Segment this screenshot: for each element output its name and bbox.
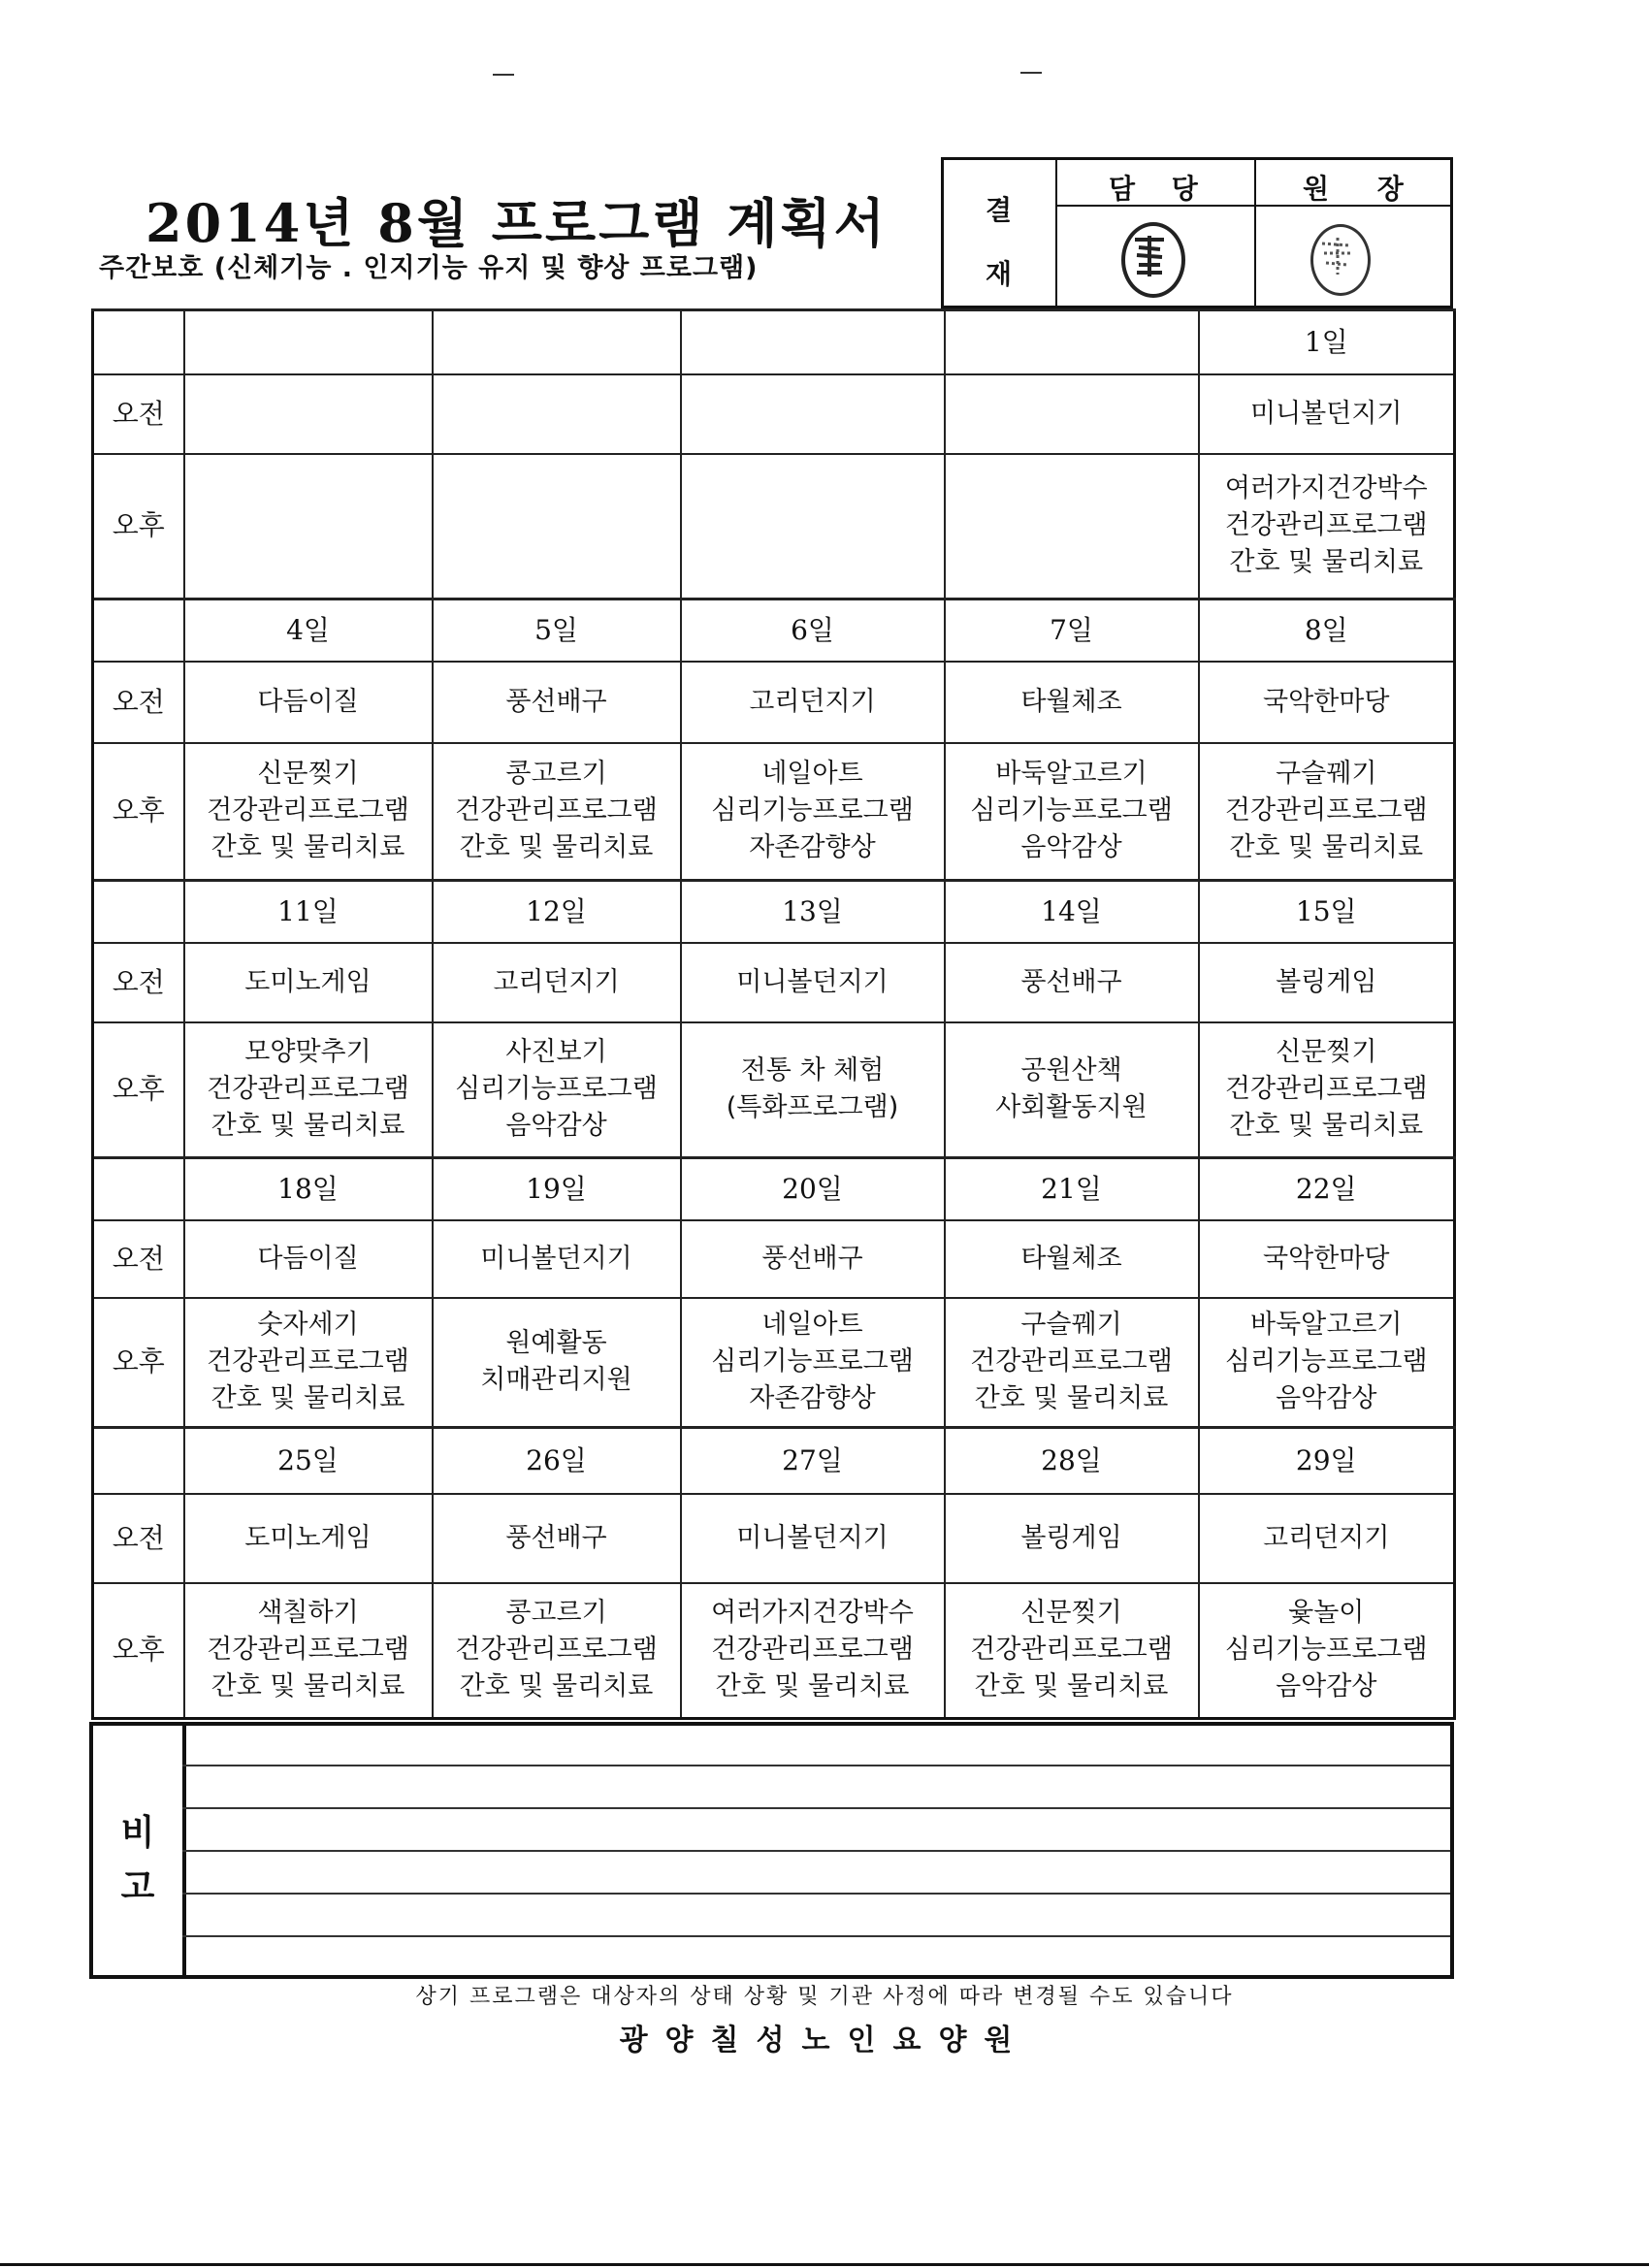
scan-mark (1020, 72, 1042, 74)
date-cell: 29일 (1199, 1428, 1455, 1494)
am-program-cell: 타월체조 (945, 662, 1199, 743)
approval-manager-header: 담 당 (1109, 173, 1212, 205)
pm-row-label: 오후 (93, 743, 184, 881)
date-cell (184, 310, 433, 374)
am-row-label: 오전 (93, 374, 184, 454)
pm-program-cell (1199, 1022, 1455, 1158)
date-cell: 12일 (433, 881, 681, 943)
date-cell: 26일 (433, 1428, 681, 1494)
date-cell (945, 310, 1199, 374)
pm-program-line: 바둑알고르기 (1250, 1310, 1403, 1341)
pm-program-cell (184, 1583, 433, 1719)
pm-program-cell (433, 1298, 681, 1428)
pm-row (93, 1022, 1455, 1158)
pm-program-line: 간호 및 물리치료 (459, 832, 654, 863)
pm-program-line: 건강관리프로그램 (970, 1635, 1173, 1666)
pm-program-line: 건강관리프로그램 (970, 1346, 1173, 1377)
am-program-cell: 다듬이질 (184, 662, 433, 743)
document-subtitle: 주간보호 (신체기능 . 인지기능 유지 및 향상 프로그램) (99, 253, 759, 283)
pm-program-line: 신문찢기 (1020, 1598, 1122, 1629)
pm-program-line: 건강관리프로그램 (1224, 510, 1428, 541)
pm-program-cell (1199, 1298, 1455, 1428)
pm-program-line: 구슬꿰기 (1276, 759, 1377, 790)
pm-program-cell (681, 1583, 945, 1719)
date-cell: 27일 (681, 1428, 945, 1494)
pm-program-line: (특화프로그램) (726, 1092, 899, 1123)
remarks-line (182, 1935, 1450, 1937)
am-program-cell: 풍선배구 (945, 943, 1199, 1022)
date-cell: 1일 (1199, 310, 1455, 374)
pm-program-cell (433, 743, 681, 881)
scan-mark (493, 74, 514, 76)
pm-program-cell (681, 1298, 945, 1428)
pm-program-cell (681, 1022, 945, 1158)
date-cell (681, 310, 945, 374)
pm-program-line: 건강관리프로그램 (1224, 1074, 1428, 1105)
pm-program-cell (1199, 454, 1455, 599)
pm-program-line: 치매관리지원 (480, 1365, 632, 1396)
scan-edge (0, 2263, 1649, 2266)
row-label-blank (93, 1158, 184, 1220)
pm-program-line: 여러가지건강박수 (1224, 473, 1428, 504)
pm-program-line: 간호 및 물리치료 (974, 1383, 1169, 1414)
approval-label-1: 결 (986, 194, 1013, 226)
date-cell: 22일 (1199, 1158, 1455, 1220)
approval-director-header: 원 장 (1303, 173, 1423, 205)
am-program-cell: 미니볼던지기 (681, 1494, 945, 1583)
date-cell: 5일 (433, 599, 681, 662)
pm-program-cell (1199, 743, 1455, 881)
am-program-cell: 도미노게임 (184, 943, 433, 1022)
pm-program-line: 구슬꿰기 (1020, 1310, 1122, 1341)
date-cell: 15일 (1199, 881, 1455, 943)
pm-program-line: 건강관리프로그램 (455, 795, 658, 826)
am-program-cell: 볼링게임 (1199, 943, 1455, 1022)
date-row (93, 1158, 1455, 1220)
date-cell: 7일 (945, 599, 1199, 662)
document-title: 2014년 8월 프로그램 계획서 (146, 192, 888, 254)
pm-program-cell (1199, 1583, 1455, 1719)
am-program-cell: 국악한마당 (1199, 1220, 1455, 1298)
remarks-line (182, 1807, 1450, 1809)
row-label-blank (93, 1428, 184, 1494)
am-program-cell: 풍선배구 (433, 662, 681, 743)
am-program-cell: 고리던지기 (1199, 1494, 1455, 1583)
pm-program-line: 콩고르기 (505, 759, 607, 790)
approval-box (941, 157, 1453, 308)
am-program-cell: 고리던지기 (681, 662, 945, 743)
pm-row (93, 743, 1455, 881)
date-cell: 20일 (681, 1158, 945, 1220)
pm-program-cell (945, 1583, 1199, 1719)
pm-program-line: 심리기능프로그램 (1224, 1635, 1428, 1666)
am-program-cell (945, 374, 1199, 454)
pm-row-label: 오후 (93, 1022, 184, 1158)
am-row (93, 1494, 1455, 1583)
pm-program-line: 사회활동지원 (995, 1092, 1148, 1123)
pm-program-line: 바둑알고르기 (995, 759, 1148, 790)
am-row-label: 오전 (93, 1220, 184, 1298)
remarks-line (182, 1850, 1450, 1852)
date-cell: 14일 (945, 881, 1199, 943)
am-program-cell: 풍선배구 (433, 1494, 681, 1583)
pm-program-line: 원예활동 (505, 1328, 607, 1359)
row-label-blank (93, 599, 184, 662)
am-program-cell: 볼링게임 (945, 1494, 1199, 1583)
pm-row-label: 오후 (93, 1583, 184, 1719)
pm-program-line: 간호 및 물리치료 (459, 1671, 654, 1702)
row-label-blank (93, 881, 184, 943)
pm-program-line: 모양맞추기 (244, 1037, 372, 1068)
date-cell: 19일 (433, 1158, 681, 1220)
schedule-table (91, 308, 1456, 1720)
remarks-label-1: 비 (120, 1813, 155, 1853)
pm-program-line: 건강관리프로그램 (207, 1074, 409, 1105)
pm-program-line: 색칠하기 (257, 1598, 359, 1629)
pm-program-line: 간호 및 물리치료 (1229, 547, 1424, 578)
director-seal-stamp (1310, 224, 1371, 296)
pm-program-line: 네일아트 (761, 1310, 863, 1341)
pm-program-line: 공원산책 (1020, 1055, 1122, 1086)
date-row (93, 881, 1455, 943)
pm-program-cell (945, 743, 1199, 881)
pm-program-line: 건강관리프로그램 (1224, 795, 1428, 826)
pm-program-line: 신문찢기 (1276, 1037, 1377, 1068)
date-cell: 6일 (681, 599, 945, 662)
pm-program-line: 건강관리프로그램 (207, 795, 409, 826)
am-program-cell (184, 374, 433, 454)
pm-program-line: 건강관리프로그램 (207, 1346, 409, 1377)
pm-row-label: 오후 (93, 1298, 184, 1428)
pm-program-cell (945, 1298, 1199, 1428)
pm-program-line: 자존감향상 (749, 832, 876, 863)
remarks-line (182, 1893, 1450, 1895)
pm-program-line: 숫자세기 (257, 1310, 359, 1341)
pm-program-line: 간호 및 물리치료 (210, 832, 405, 863)
am-program-cell: 국악한마당 (1199, 662, 1455, 743)
pm-program-line: 간호 및 물리치료 (1229, 1111, 1424, 1142)
pm-program-line: 건강관리프로그램 (455, 1635, 658, 1666)
am-program-cell: 풍선배구 (681, 1220, 945, 1298)
pm-row (93, 1583, 1455, 1719)
pm-program-line: 사진보기 (505, 1037, 607, 1068)
pm-program-cell (945, 1022, 1199, 1158)
pm-program-line: 간호 및 물리치료 (1229, 832, 1424, 863)
date-cell: 4일 (184, 599, 433, 662)
pm-program-cell (184, 454, 433, 599)
date-cell: 18일 (184, 1158, 433, 1220)
am-row (93, 374, 1455, 454)
pm-program-line: 콩고르기 (505, 1598, 607, 1629)
change-notice: 상기 프로그램은 대상자의 상태 상황 및 기관 사정에 따라 변경될 수도 있습니다 (415, 1985, 1234, 2009)
am-program-cell: 도미노게임 (184, 1494, 433, 1583)
pm-program-line: 음악감상 (1276, 1671, 1377, 1702)
pm-program-cell (681, 743, 945, 881)
pm-program-cell (184, 1298, 433, 1428)
am-row (93, 662, 1455, 743)
date-row (93, 599, 1455, 662)
remarks-label-2: 고 (120, 1867, 155, 1907)
pm-program-line: 신문찢기 (257, 759, 359, 790)
pm-program-line: 음악감상 (1020, 832, 1122, 863)
date-cell: 21일 (945, 1158, 1199, 1220)
am-program-cell: 타월체조 (945, 1220, 1199, 1298)
pm-program-line: 네일아트 (761, 759, 863, 790)
am-row-label: 오전 (93, 1494, 184, 1583)
pm-program-line: 윷놀이 (1288, 1598, 1365, 1629)
pm-program-cell (433, 1583, 681, 1719)
date-cell: 25일 (184, 1428, 433, 1494)
am-row (93, 943, 1455, 1022)
am-row-label: 오전 (93, 943, 184, 1022)
pm-row (93, 454, 1455, 599)
pm-program-line: 음악감상 (505, 1111, 607, 1142)
pm-row (93, 1298, 1455, 1428)
am-program-cell (681, 374, 945, 454)
am-program-cell: 고리던지기 (433, 943, 681, 1022)
pm-program-cell (945, 454, 1199, 599)
pm-program-line: 자존감향상 (749, 1383, 876, 1414)
am-program-cell: 미니볼던지기 (1199, 374, 1455, 454)
date-cell (433, 310, 681, 374)
remarks-box (89, 1722, 1454, 1979)
pm-program-cell (433, 454, 681, 599)
date-cell: 11일 (184, 881, 433, 943)
pm-program-line: 심리기능프로그램 (970, 795, 1173, 826)
am-program-cell: 미니볼던지기 (433, 1220, 681, 1298)
pm-program-cell (184, 743, 433, 881)
date-cell: 28일 (945, 1428, 1199, 1494)
date-cell: 13일 (681, 881, 945, 943)
remarks-line (182, 1765, 1450, 1766)
pm-program-line: 건강관리프로그램 (207, 1635, 409, 1666)
pm-row-label: 오후 (93, 454, 184, 599)
am-row-label: 오전 (93, 662, 184, 743)
pm-program-line: 간호 및 물리치료 (210, 1383, 405, 1414)
pm-program-line: 심리기능프로그램 (711, 1346, 914, 1377)
pm-program-cell (681, 454, 945, 599)
pm-program-line: 건강관리프로그램 (711, 1635, 914, 1666)
pm-program-line: 간호 및 물리치료 (210, 1111, 405, 1142)
row-label-blank (93, 310, 184, 374)
organization-name: 광양칠성노인요양원 (619, 2024, 1030, 2057)
pm-program-line: 심리기능프로그램 (711, 795, 914, 826)
pm-program-cell (433, 1022, 681, 1158)
pm-program-line: 간호 및 물리치료 (715, 1671, 910, 1702)
date-row (93, 310, 1455, 374)
pm-program-line: 간호 및 물리치료 (974, 1671, 1169, 1702)
date-cell: 8일 (1199, 599, 1455, 662)
pm-program-line: 간호 및 물리치료 (210, 1671, 405, 1702)
pm-program-line: 음악감상 (1276, 1383, 1377, 1414)
am-program-cell: 다듬이질 (184, 1220, 433, 1298)
pm-program-cell (184, 1022, 433, 1158)
pm-program-line: 전통 차 체험 (740, 1055, 885, 1086)
approval-label-2: 재 (986, 258, 1013, 290)
am-program-cell: 미니볼던지기 (681, 943, 945, 1022)
manager-seal-stamp (1121, 222, 1185, 298)
pm-program-line: 심리기능프로그램 (1224, 1346, 1428, 1377)
am-program-cell (433, 374, 681, 454)
pm-program-line: 심리기능프로그램 (455, 1074, 658, 1105)
date-row (93, 1428, 1455, 1494)
am-row (93, 1220, 1455, 1298)
pm-program-line: 여러가지건강박수 (711, 1598, 914, 1629)
